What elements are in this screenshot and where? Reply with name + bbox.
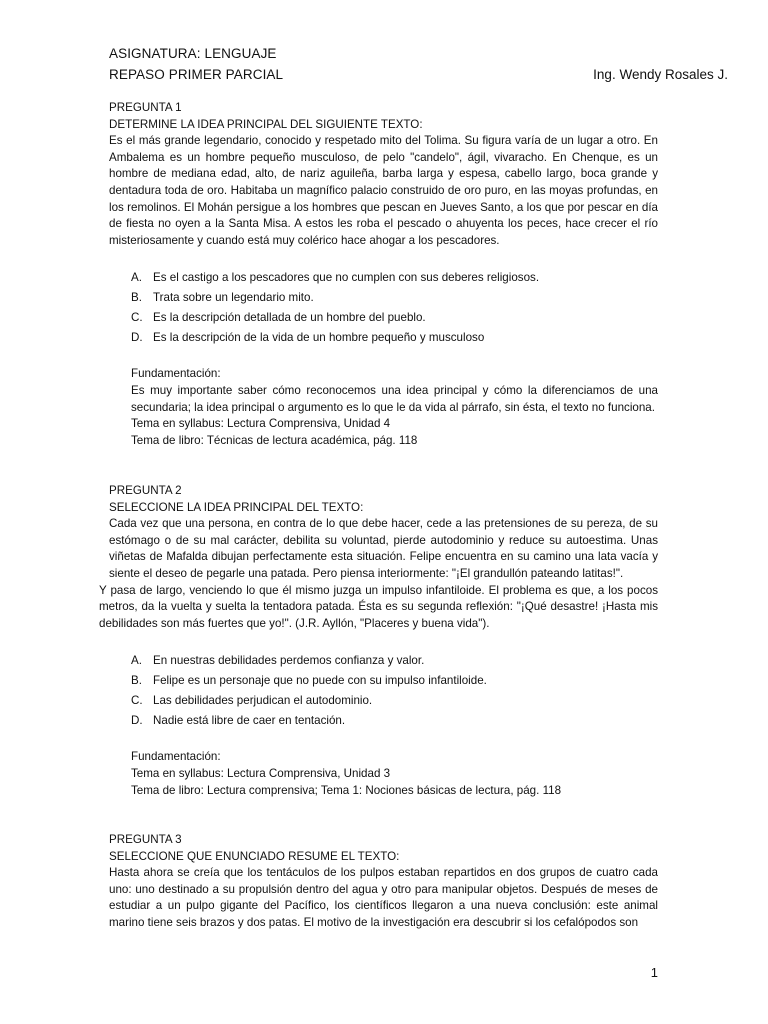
question-3	[109, 832, 658, 932]
question-text-continued: Y pasa de largo, venciendo lo que él mismo juzga un impulso infantiloide. El problema es que, a los pocos metros, da la vuelta y suelta la tentadora patada. Ésta es su segunda reflexión: "¡Qué desastre! ¡Hasta mis debilidades son más fuertes que yo!". (J.R. Ayllón, "Placeres y buena vida").	[99, 583, 658, 630]
question-text: Cada vez que una persona, en contra de lo que debe hacer, cede a las pretensiones de su pereza, de su estómago o de su mal carácter, debilita su voluntad, pierde autodominio y reduce su autoestima. Unas viñetas de Mafalda dibujan perfectamente esta situación. Felipe encuentra en su camino una lata vacía y siente el deseo de pegarle una patada. Pero piensa interiormente: "¡El grandullón pateando latitas!".	[109, 517, 658, 580]
option-b	[109, 288, 658, 308]
subject-heading: ASIGNATURA: LENGUAJE	[109, 46, 277, 61]
question-text: Es el más grande legendario, conocido y respetado mito del Tolima. Su figura varía de un lugar a otro. En Ambalema es un hombre pequeño musculoso, de pelo "candelo", ágil, vivaracho. En Chenque, es un hombre de mediana edad, alto, de nariz aguileña, barba larga y espesa, cabello largo, boca grande y dentadura toda de oro. Habitaba un magnífico palacio construido de oro puro, en las moyas profundas, en los remolinos. El Mohán persigue a los hombres que pescan en Jueves Santo, a los que por pescar en día de fiesta no oyen a la Santa Misa. A estos les roba el pescado o ahuyenta los peces, hace crecer el río misteriosamente y cuando está muy colérico hace ahogar a los pescadores.	[109, 134, 658, 247]
syllabus-topic: Tema en syllabus: Lectura Comprensiva, Unidad 4	[131, 417, 391, 431]
book-topic: Tema de libro: Lectura comprensiva; Tema 1: Nociones básicas de lectura, pág. 118	[131, 783, 562, 797]
option-letter: B.	[131, 674, 142, 688]
page-number: 1	[650, 965, 658, 980]
option-a	[109, 651, 658, 671]
option-letter: C.	[131, 694, 143, 708]
option-d	[109, 328, 658, 348]
question-title: PREGUNTA 2	[109, 484, 182, 497]
author-name: Ing. Wendy Rosales J.	[593, 67, 728, 82]
question-title: PREGUNTA 3	[109, 833, 182, 846]
option-letter: A.	[131, 271, 142, 285]
question-instruction: DETERMINE LA IDEA PRINCIPAL DEL SIGUIENTE TEXTO:	[109, 117, 423, 131]
option-text: Es la descripción detallada de un hombre del pueblo.	[153, 311, 426, 325]
question-2	[99, 483, 658, 799]
option-letter: A.	[131, 654, 142, 668]
question-instruction: SELECCIONE LA IDEA PRINCIPAL DEL TEXTO:	[109, 500, 364, 514]
option-d	[109, 711, 658, 731]
option-text: Trata sobre un legendario mito.	[153, 291, 314, 305]
option-text: Es la descripción de la vida de un hombre pequeño y musculoso	[153, 331, 485, 345]
option-c	[109, 691, 658, 711]
options-list	[109, 268, 658, 348]
option-text: En nuestras debilidades perdemos confianza y valor.	[153, 654, 425, 668]
option-text: Felipe es un personaje que no puede con su impulso infantiloide.	[153, 674, 487, 688]
fundamentacion-label: Fundamentación:	[131, 750, 221, 764]
question-title: PREGUNTA 1	[109, 101, 182, 114]
option-text: Es el castigo a los pescadores que no cumplen con sus deberes religiosos.	[153, 271, 540, 285]
option-letter: D.	[131, 331, 143, 345]
question-1	[109, 100, 658, 449]
option-text: Las debilidades perjudican el autodominio.	[153, 694, 373, 708]
question-instruction: SELECCIONE QUE ENUNCIADO RESUME EL TEXTO:	[109, 849, 400, 863]
fundamentacion-label: Fundamentación:	[131, 367, 221, 381]
question-text: Hasta ahora se creía que los tentáculos de los pulpos estaban repartidos en dos grupos de cuatro cada uno: uno destinado a su propulsión dentro del agua y otro para manipular objetos. Después de meses de estudiar a un pulpo gigante del Pacífico, los científicos llegaron a una nueva conclusión: este animal marino tiene seis brazos y dos patas. El motivo de la investigación era descubrir si los cefalópodos son	[109, 866, 658, 929]
fundamentacion-block	[131, 366, 658, 449]
option-letter: D.	[131, 714, 143, 728]
syllabus-topic: Tema en syllabus: Lectura Comprensiva, Unidad 3	[131, 766, 391, 780]
options-list	[109, 651, 658, 731]
book-topic: Tema de libro: Técnicas de lectura académica, pág. 118	[131, 433, 418, 447]
option-letter: C.	[131, 311, 143, 325]
fundamentacion-block	[131, 749, 658, 799]
exam-heading: REPASO PRIMER PARCIAL	[109, 67, 284, 82]
option-a	[109, 268, 658, 288]
option-text: Nadie está libre de caer en tentación.	[153, 714, 346, 728]
option-b	[109, 671, 658, 691]
option-c	[109, 308, 658, 328]
option-letter: B.	[131, 291, 142, 305]
fundamentacion-text: Es muy importante saber cómo reconocemos una idea principal y cómo la diferenciamos de una secundaria; la idea principal o argumento es lo que le da vida al párrafo, sin ésta, el texto no funciona.	[131, 383, 658, 414]
